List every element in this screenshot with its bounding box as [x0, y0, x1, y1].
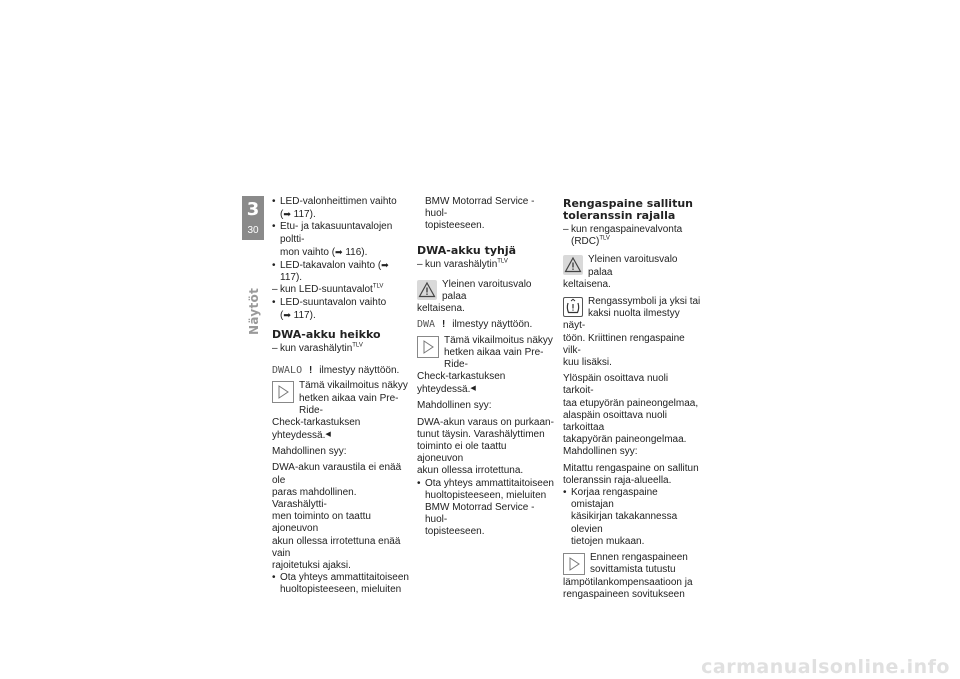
- note-block: Tämä vikailmoitus näkyy hetken aikaa vain Pre-Ride- Check-tarkastuksen yhteydessä.◀: [417, 334, 553, 396]
- tire-pressure-icon: [563, 297, 583, 317]
- tpms-block: Rengassymboli ja yksi tai kaksi nuolta ilmestyy näyt- töön. Kriittinen rengaspaine vilk- kuu lisäksi.: [563, 296, 701, 369]
- note-block: Tämä vikailmoitus näkyy hetken aikaa vain Pre-Ride- Check-tarkastuksen yhteydessä.◀: [272, 380, 408, 441]
- chapter-number: 3: [246, 199, 260, 220]
- cause-text: DWA-akun varaus on purkaan- tunut täysin. Varashälyttimen toiminto ei ole taattu ajoneuvon akun ollessa irrotettuna.: [417, 416, 554, 477]
- cause-label: Mahdollinen syy:: [272, 446, 347, 458]
- end-marker-icon: ◀: [325, 431, 331, 439]
- list-item: • Korjaa rengaspaine omistajan käsikirjan takakannessa olevien tietojen mukaan.: [563, 487, 701, 548]
- reference-arrow-icon: ➡: [283, 309, 291, 320]
- list-item: • LED-valonheittimen vaihto (➡ 117).: [272, 196, 410, 221]
- warning-triangle-icon: [417, 280, 437, 300]
- condition-item: – kun rengaspainevalvonta (RDC)$^{TLV}$: [563, 224, 701, 248]
- condition-item: – kun LED-suuntavalot$^{TLV}$: [272, 284, 410, 296]
- section-heading: DWA-akku heikko: [272, 328, 381, 342]
- reference-arrow-icon: ➡: [335, 246, 343, 257]
- warning-block: Yleinen varoitusvalo palaa keltaisena.: [563, 254, 678, 290]
- reference-arrow-icon: ➡: [283, 209, 291, 220]
- list-item: • LED-takavalon vaihto (➡ 117).: [272, 259, 410, 284]
- note-play-icon: [417, 336, 439, 358]
- list-item: • Ota yhteys ammattitaitoiseen huoltopisteeseen, mieluiten: [272, 572, 410, 596]
- section-side-label: Näytöt: [247, 287, 261, 335]
- note-play-icon: [272, 381, 294, 403]
- cause-label: Mahdollinen syy:: [563, 446, 638, 458]
- end-marker-icon: ◀: [470, 385, 476, 393]
- note-play-icon: [563, 553, 585, 575]
- section-heading: DWA-akku tyhjä: [417, 243, 517, 257]
- cause-text: DWA-akun varaustila ei enää ole paras mahdollinen. Varashälytti- men toiminto on taattu ajoneuvon akun ollessa irrotettuna enää vain rajoitetuksi ajaksi.: [272, 462, 402, 572]
- watermark: carmanualsonline.info: [701, 656, 950, 678]
- page-number: 30: [247, 225, 259, 236]
- note-block: Ennen rengaspaineen sovittamista tutustu lämpötilankompensaatioon ja rengaspaineen sovitukseen: [563, 552, 693, 601]
- cause-text: Mitattu rengaspaine on sallitun toleranssin raja-alueella.: [563, 462, 699, 486]
- column-3: [563, 196, 701, 601]
- reference-arrow-icon: ➡: [381, 260, 389, 271]
- cause-label: Mahdollinen syy:: [417, 400, 492, 412]
- warning-triangle-icon: [563, 255, 583, 275]
- display-code-line: DWALO ! ilmestyy näyttöön.: [272, 365, 400, 377]
- list-item: • LED-suuntavalon vaihto (➡ 117).: [272, 297, 410, 322]
- continued-text: BMW Motorrad Service -huol- topisteeseen.: [425, 196, 535, 232]
- list-item: • Etu- ja takasuuntavalojen poltti- mon vaihto (➡ 116).: [272, 221, 410, 259]
- arrow-explanation: Ylöspäin osoittava nuoli tarkoit- taa etupyörän paineongelmaa, alaspäin osoittava nuoli tarkoittaa takapyörän paineongelmaa.: [563, 373, 699, 446]
- condition-item: – kun varashälytin$^{TLV}$: [417, 259, 555, 271]
- section-heading: Rengaspaine sallitun toleranssin rajalla: [563, 197, 693, 222]
- column-2: [417, 196, 555, 539]
- warning-block: Yleinen varoitusvalo palaa keltaisena.: [417, 278, 532, 315]
- list-item: • Ota yhteys ammattitaitoiseen huoltopisteeseen, mieluiten BMW Motorrad Service -huol- topisteeseen.: [417, 478, 555, 539]
- condition-item: – kun varashälytin$^{TLV}$: [272, 343, 410, 355]
- column-1: [272, 196, 410, 597]
- display-code-line: DWA ! ilmestyy näyttöön.: [417, 319, 533, 331]
